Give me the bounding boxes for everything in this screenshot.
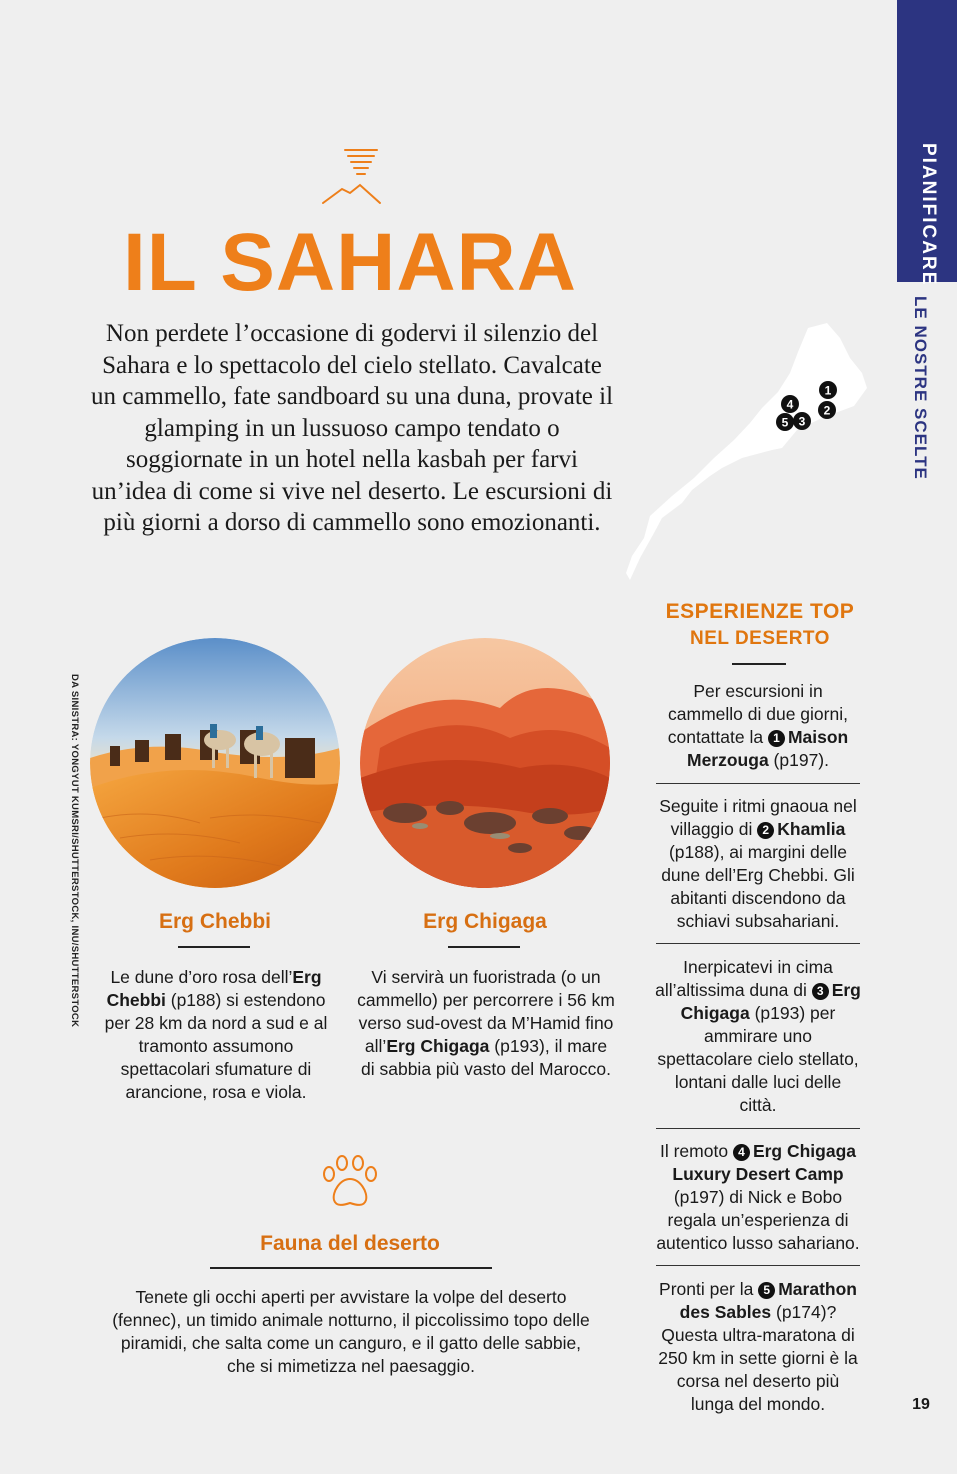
divider (448, 946, 520, 948)
desert-sun-icon (320, 145, 382, 205)
svg-text:3: 3 (798, 414, 806, 429)
divider (732, 663, 786, 665)
experience-item-5: Pronti per la 5 Marathon des Sables (p174)? Questa ultra-maratona di 250 km in sette giorni è la corsa nel deserto più lunga del mondo. (658, 1279, 858, 1414)
erg-chebbi-title: Erg Chebbi (158, 910, 271, 933)
erg-chigaga-description: Vi servirà un fuoristrada (o un cammello) per percorrere i 56 km verso sud-ovest da M’Hamid fino all’Erg Chigaga (p193), il mare di sabbia più vasto del Marocco. (357, 967, 615, 1079)
page-title: IL SAHARA (123, 217, 577, 308)
number-badge: 2 (757, 822, 774, 839)
top-experiences-title: ESPERIENZE TOP (665, 600, 855, 623)
map-marker-2 (818, 401, 836, 419)
experience-item-2: Seguite i ritmi gnaoua nel villaggio di 2 Khamlia (p188), ai margini delle dune dell’Erg Chebbi. Gli abitanti discendono da schiavi subsahariani. (659, 796, 857, 931)
svg-text:2: 2 (823, 403, 831, 418)
number-badge: 4 (733, 1144, 750, 1161)
camel-caravan-photo (90, 638, 340, 888)
divider (178, 946, 250, 948)
erg-chebbi-description: Le dune d’oro rosa dell’Erg Chebbi (p188) si estendono per 28 km da nord a sud e al tramonto assumono spettacolari sfumature di arancione, rosa e viola. (104, 967, 328, 1102)
number-badge: 3 (812, 983, 829, 1000)
intro-paragraph: Non perdete l’occasione di godervi il silenzio del Sahara e lo spettacolo del cielo stellato. Cavalcate un cammello, fate sandboard su una duna, provate il glamping in un lussuoso campo tendato o soggiornate in un hotel nella kasbah per farvi un’idea di come si vive nel deserto. Le escursioni di più giorni a dorso di cammello sono emozionanti. (90, 320, 614, 536)
divider (656, 1128, 860, 1129)
number-badge: 1 (768, 730, 785, 747)
divider (210, 1267, 492, 1269)
divider (656, 1265, 860, 1266)
experience-item-4: Il remoto 4 Erg Chigaga Luxury Desert Camp (p197) di Nick e Bobo regala un’esperienza di autentico lusso sahariano. (656, 1141, 860, 1253)
erg-chigaga-title: Erg Chigaga (423, 910, 547, 933)
section-tab-label: PIANIFICARE (918, 143, 939, 287)
svg-text:5: 5 (781, 415, 789, 430)
desert-fauna-description: Tenete gli occhi aperti per avvistare la volpe del deserto (fennec), un timido animale notturno, il piccolissimo topo delle piramidi, che salta come un canguro, e il gatto delle sabbie, che si mimetizza nel paesaggio. (112, 1287, 590, 1376)
paw-print-icon (320, 1154, 380, 1210)
map-marker-4 (781, 395, 799, 413)
map-marker-1 (819, 381, 837, 399)
number-badge: 5 (758, 1282, 775, 1299)
experience-item-1: Per escursioni in cammello di due giorni, contattate la 1 Maison Merzouga (p197). (667, 681, 849, 770)
desert-fauna-title: Fauna del deserto (260, 1232, 440, 1255)
map-marker-3 (793, 412, 811, 430)
top-experiences-subtitle: NEL DESERTO (690, 628, 830, 649)
subsection-label: LE NOSTRE SCELTE (911, 296, 930, 480)
map-marker-5 (776, 413, 794, 431)
photo-credit: DA SINISTRA: YONGYUT KUMSRI/SHUTTERSTOCK, INU/SHUTTERSTOCK (69, 674, 80, 1028)
page-number: 19 (912, 1396, 930, 1413)
divider (656, 943, 860, 944)
svg-text:4: 4 (786, 397, 794, 412)
svg-text:1: 1 (824, 383, 832, 398)
morocco-map (622, 318, 884, 583)
red-dunes-photo (360, 638, 610, 888)
divider (656, 783, 860, 784)
experience-item-3: Inerpicatevi in cima all’altissima duna di 3 Erg Chigaga (p193) per ammirare uno spettacolare cielo stellato, lontani dalle luci delle città. (655, 957, 861, 1115)
